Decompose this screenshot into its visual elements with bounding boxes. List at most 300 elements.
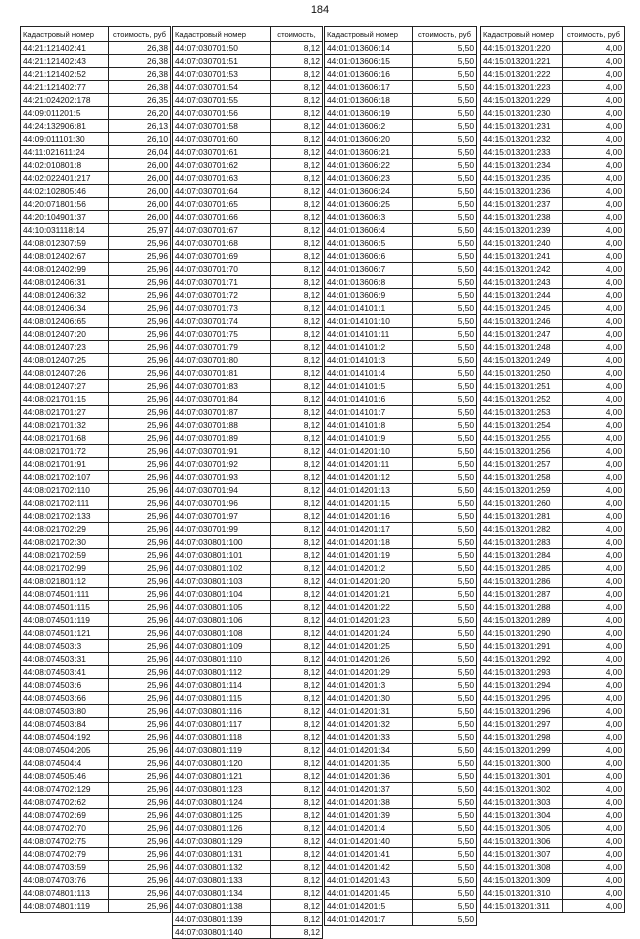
table-row bbox=[325, 692, 477, 705]
table-row bbox=[21, 510, 171, 523]
cadastral-number-cell: 44:01:014201:13 bbox=[325, 484, 413, 497]
cadastral-number-cell: 44:01:014201:7 bbox=[325, 913, 413, 926]
cost-cell: 4,00 bbox=[563, 302, 625, 315]
cadastral-number-cell: 44:07:030701:79 bbox=[173, 341, 271, 354]
cadastral-number-cell: 44:01:013606:7 bbox=[325, 263, 413, 276]
cadastral-number-cell: 44:01:014201:12 bbox=[325, 471, 413, 484]
table-row bbox=[21, 705, 171, 718]
table-row bbox=[21, 692, 171, 705]
cadastral-number-cell: 44:01:014201:33 bbox=[325, 731, 413, 744]
cadastral-number-cell: 44:07:030701:81 bbox=[173, 367, 271, 380]
cadastral-number-cell: 44:08:021701:27 bbox=[21, 406, 109, 419]
cadastral-number-cell: 44:07:030801:138 bbox=[173, 900, 271, 913]
table-row bbox=[21, 146, 171, 159]
cost-cell: 5,50 bbox=[413, 874, 477, 887]
table-row bbox=[173, 562, 323, 575]
table-row bbox=[21, 185, 171, 198]
table-row bbox=[21, 679, 171, 692]
cadastral-number-cell: 44:08:074501:121 bbox=[21, 627, 109, 640]
cadastral-number-cell: 44:08:012407:26 bbox=[21, 367, 109, 380]
cost-cell: 25,96 bbox=[109, 289, 171, 302]
table-row bbox=[481, 653, 625, 666]
table-row bbox=[325, 679, 477, 692]
table-row bbox=[325, 640, 477, 653]
cadastral-number-cell: 44:15:013201:289 bbox=[481, 614, 563, 627]
table-row bbox=[173, 55, 323, 68]
table-row bbox=[173, 120, 323, 133]
cost-cell: 4,00 bbox=[563, 783, 625, 796]
cadastral-tables bbox=[20, 26, 624, 937]
cost-cell: 5,50 bbox=[413, 302, 477, 315]
table-row bbox=[21, 601, 171, 614]
cost-cell: 4,00 bbox=[563, 146, 625, 159]
cost-cell: 5,50 bbox=[413, 250, 477, 263]
cadastral-number-cell: 44:01:014201:18 bbox=[325, 536, 413, 549]
cost-cell: 5,50 bbox=[413, 627, 477, 640]
header-cadastral-number: Кадастровый номер bbox=[21, 27, 109, 42]
table-row bbox=[481, 458, 625, 471]
table-row bbox=[325, 744, 477, 757]
cost-cell: 25,96 bbox=[109, 406, 171, 419]
cost-cell: 8,12 bbox=[271, 874, 323, 887]
cost-cell: 8,12 bbox=[271, 289, 323, 302]
cadastral-number-cell: 44:01:013606:2 bbox=[325, 120, 413, 133]
table-row bbox=[481, 640, 625, 653]
cadastral-number-cell: 44:15:013201:252 bbox=[481, 393, 563, 406]
cost-cell: 25,97 bbox=[109, 224, 171, 237]
table-row bbox=[21, 380, 171, 393]
cadastral-number-cell: 44:15:013201:233 bbox=[481, 146, 563, 159]
table-row bbox=[21, 848, 171, 861]
cost-cell: 4,00 bbox=[563, 198, 625, 211]
cadastral-number-cell: 44:07:030701:61 bbox=[173, 146, 271, 159]
cost-cell: 5,50 bbox=[413, 536, 477, 549]
table-row bbox=[21, 120, 171, 133]
table-row bbox=[481, 562, 625, 575]
table-row bbox=[481, 523, 625, 536]
cadastral-number-cell: 44:07:030801:119 bbox=[173, 744, 271, 757]
table-row bbox=[21, 211, 171, 224]
table-row bbox=[21, 68, 171, 81]
cost-cell: 8,12 bbox=[271, 627, 323, 640]
cadastral-number-cell: 44:15:013201:298 bbox=[481, 731, 563, 744]
table-row bbox=[481, 42, 625, 55]
table-row bbox=[325, 731, 477, 744]
table-row bbox=[325, 536, 477, 549]
table-row bbox=[173, 406, 323, 419]
cadastral-number-cell: 44:08:012307:59 bbox=[21, 237, 109, 250]
cadastral-number-cell: 44:15:013201:303 bbox=[481, 796, 563, 809]
cost-cell: 25,96 bbox=[109, 237, 171, 250]
cadastral-number-cell: 44:15:013201:294 bbox=[481, 679, 563, 692]
cost-cell: 25,96 bbox=[109, 653, 171, 666]
table-row bbox=[481, 81, 625, 94]
cost-cell: 25,96 bbox=[109, 679, 171, 692]
cost-cell: 5,50 bbox=[413, 900, 477, 913]
cadastral-number-cell: 44:01:014201:34 bbox=[325, 744, 413, 757]
cadastral-number-cell: 44:07:030701:83 bbox=[173, 380, 271, 393]
table-row bbox=[173, 926, 323, 939]
cadastral-number-cell: 44:08:074504:192 bbox=[21, 731, 109, 744]
cadastral-number-cell: 44:07:030701:58 bbox=[173, 120, 271, 133]
cost-cell: 4,00 bbox=[563, 627, 625, 640]
cadastral-number-cell: 44:07:030701:91 bbox=[173, 445, 271, 458]
table-row bbox=[21, 887, 171, 900]
table-row bbox=[21, 224, 171, 237]
cadastral-number-cell: 44:15:013201:282 bbox=[481, 523, 563, 536]
table-row bbox=[481, 679, 625, 692]
cost-cell: 5,50 bbox=[413, 432, 477, 445]
table-row bbox=[325, 276, 477, 289]
table-row bbox=[173, 640, 323, 653]
table-row bbox=[481, 861, 625, 874]
cost-cell: 25,96 bbox=[109, 705, 171, 718]
table-row bbox=[173, 731, 323, 744]
cost-cell: 5,50 bbox=[413, 341, 477, 354]
table-row bbox=[21, 809, 171, 822]
table-row bbox=[481, 783, 625, 796]
table-row bbox=[173, 796, 323, 809]
cadastral-number-cell: 44:07:030701:65 bbox=[173, 198, 271, 211]
cost-cell: 8,12 bbox=[271, 276, 323, 289]
table-row bbox=[325, 770, 477, 783]
cost-cell: 8,12 bbox=[271, 913, 323, 926]
cost-cell: 5,50 bbox=[413, 315, 477, 328]
cost-cell: 5,50 bbox=[413, 458, 477, 471]
cadastral-number-cell: 44:15:013201:236 bbox=[481, 185, 563, 198]
cost-cell: 25,96 bbox=[109, 393, 171, 406]
table-row bbox=[173, 705, 323, 718]
table-row bbox=[21, 627, 171, 640]
cadastral-number-cell: 44:07:030701:63 bbox=[173, 172, 271, 185]
cost-cell: 5,50 bbox=[413, 211, 477, 224]
table-row bbox=[325, 796, 477, 809]
cost-cell: 25,96 bbox=[109, 809, 171, 822]
table-row bbox=[481, 549, 625, 562]
cadastral-number-cell: 44:15:013201:222 bbox=[481, 68, 563, 81]
cadastral-number-cell: 44:01:013606:3 bbox=[325, 211, 413, 224]
header-cost: стоимость, руб bbox=[109, 27, 171, 42]
cadastral-number-cell: 44:08:074504:4 bbox=[21, 757, 109, 770]
cost-cell: 5,50 bbox=[413, 484, 477, 497]
table-row bbox=[481, 146, 625, 159]
cost-cell: 25,96 bbox=[109, 380, 171, 393]
cost-cell: 4,00 bbox=[563, 588, 625, 601]
cost-cell: 25,96 bbox=[109, 861, 171, 874]
cost-cell: 8,12 bbox=[271, 549, 323, 562]
table-row bbox=[173, 445, 323, 458]
cadastral-number-cell: 44:01:013606:14 bbox=[325, 42, 413, 55]
cost-cell: 4,00 bbox=[563, 744, 625, 757]
table-row bbox=[325, 510, 477, 523]
cadastral-number-cell: 44:20:104901:37 bbox=[21, 211, 109, 224]
cost-cell: 8,12 bbox=[271, 510, 323, 523]
cost-cell: 5,50 bbox=[413, 55, 477, 68]
cadastral-number-cell: 44:08:021702:30 bbox=[21, 536, 109, 549]
table-row bbox=[21, 250, 171, 263]
cadastral-number-cell: 44:15:013201:310 bbox=[481, 887, 563, 900]
cadastral-number-cell: 44:15:013201:251 bbox=[481, 380, 563, 393]
cadastral-number-cell: 44:15:013201:299 bbox=[481, 744, 563, 757]
cost-cell: 25,96 bbox=[109, 354, 171, 367]
table-row bbox=[481, 263, 625, 276]
table-row bbox=[21, 159, 171, 172]
cadastral-number-cell: 44:08:074801:113 bbox=[21, 887, 109, 900]
table-row bbox=[481, 211, 625, 224]
table-row bbox=[325, 913, 477, 926]
cost-cell: 4,00 bbox=[563, 601, 625, 614]
cost-cell: 25,96 bbox=[109, 276, 171, 289]
cost-cell: 4,00 bbox=[563, 393, 625, 406]
table-row bbox=[21, 81, 171, 94]
cost-cell: 8,12 bbox=[271, 354, 323, 367]
cost-cell: 8,12 bbox=[271, 328, 323, 341]
cost-cell: 8,12 bbox=[271, 458, 323, 471]
cadastral-number-cell: 44:07:030701:84 bbox=[173, 393, 271, 406]
cadastral-number-cell: 44:15:013201:292 bbox=[481, 653, 563, 666]
cost-cell: 8,12 bbox=[271, 107, 323, 120]
cost-cell: 8,12 bbox=[271, 81, 323, 94]
cadastral-number-cell: 44:15:013201:223 bbox=[481, 81, 563, 94]
cost-cell: 5,50 bbox=[413, 562, 477, 575]
table-row bbox=[481, 731, 625, 744]
cost-cell: 5,50 bbox=[413, 393, 477, 406]
table-row bbox=[325, 302, 477, 315]
table-row bbox=[481, 198, 625, 211]
cost-cell: 4,00 bbox=[563, 536, 625, 549]
cadastral-number-cell: 44:15:013201:232 bbox=[481, 133, 563, 146]
cadastral-number-cell: 44:07:030801:116 bbox=[173, 705, 271, 718]
table-row bbox=[325, 432, 477, 445]
table-row bbox=[325, 185, 477, 198]
cadastral-number-cell: 44:01:014201:3 bbox=[325, 679, 413, 692]
table-row bbox=[325, 861, 477, 874]
table-row bbox=[173, 900, 323, 913]
cadastral-number-cell: 44:07:030801:101 bbox=[173, 549, 271, 562]
cost-cell: 8,12 bbox=[271, 432, 323, 445]
cost-cell: 4,00 bbox=[563, 354, 625, 367]
cost-cell: 8,12 bbox=[271, 692, 323, 705]
table-row bbox=[21, 588, 171, 601]
table-row bbox=[325, 575, 477, 588]
cadastral-number-cell: 44:15:013201:259 bbox=[481, 484, 563, 497]
cadastral-number-cell: 44:15:013201:260 bbox=[481, 497, 563, 510]
cost-cell: 5,50 bbox=[413, 146, 477, 159]
table-row bbox=[481, 471, 625, 484]
table-row bbox=[21, 445, 171, 458]
table-row bbox=[173, 692, 323, 705]
table-row bbox=[481, 848, 625, 861]
table-row bbox=[481, 536, 625, 549]
cost-cell: 4,00 bbox=[563, 757, 625, 770]
cadastral-number-cell: 44:01:014201:10 bbox=[325, 445, 413, 458]
cadastral-number-cell: 44:01:013606:4 bbox=[325, 224, 413, 237]
cost-cell: 4,00 bbox=[563, 159, 625, 172]
cost-cell: 5,50 bbox=[413, 783, 477, 796]
cadastral-number-cell: 44:01:014101:8 bbox=[325, 419, 413, 432]
cadastral-number-cell: 44:15:013201:281 bbox=[481, 510, 563, 523]
cadastral-number-cell: 44:01:014101:4 bbox=[325, 367, 413, 380]
cost-cell: 8,12 bbox=[271, 523, 323, 536]
table-row bbox=[325, 549, 477, 562]
table-row bbox=[481, 406, 625, 419]
cadastral-number-cell: 44:08:074702:75 bbox=[21, 835, 109, 848]
cadastral-number-cell: 44:07:030801:114 bbox=[173, 679, 271, 692]
table-row bbox=[21, 770, 171, 783]
table-row bbox=[481, 107, 625, 120]
cadastral-number-cell: 44:08:021702:29 bbox=[21, 523, 109, 536]
cadastral-number-cell: 44:07:030701:50 bbox=[173, 42, 271, 55]
cadastral-number-cell: 44:07:030801:118 bbox=[173, 731, 271, 744]
cadastral-number-cell: 44:01:013606:5 bbox=[325, 237, 413, 250]
cadastral-number-cell: 44:15:013201:243 bbox=[481, 276, 563, 289]
cadastral-number-cell: 44:08:012406:31 bbox=[21, 276, 109, 289]
cadastral-number-cell: 44:24:132906:81 bbox=[21, 120, 109, 133]
table-row bbox=[325, 133, 477, 146]
cadastral-number-cell: 44:01:014101:6 bbox=[325, 393, 413, 406]
table-row bbox=[173, 198, 323, 211]
cost-cell: 4,00 bbox=[563, 575, 625, 588]
table-row bbox=[325, 835, 477, 848]
cost-cell: 5,50 bbox=[413, 523, 477, 536]
cost-cell: 8,12 bbox=[271, 601, 323, 614]
cost-cell: 25,96 bbox=[109, 575, 171, 588]
cadastral-number-cell: 44:01:013606:20 bbox=[325, 133, 413, 146]
table-row bbox=[325, 159, 477, 172]
table-row bbox=[173, 510, 323, 523]
cost-cell: 8,12 bbox=[271, 705, 323, 718]
table-row bbox=[21, 393, 171, 406]
table-row bbox=[173, 523, 323, 536]
table-row bbox=[481, 289, 625, 302]
table-row bbox=[325, 250, 477, 263]
header-cadastral-number: Кадастровый номер bbox=[325, 27, 413, 42]
cadastral-number-cell: 44:07:030701:66 bbox=[173, 211, 271, 224]
table-row bbox=[21, 172, 171, 185]
cost-cell: 26,38 bbox=[109, 42, 171, 55]
table-row bbox=[325, 198, 477, 211]
cost-cell: 4,00 bbox=[563, 237, 625, 250]
table-row bbox=[21, 562, 171, 575]
cadastral-number-cell: 44:07:030701:64 bbox=[173, 185, 271, 198]
cost-cell: 25,96 bbox=[109, 484, 171, 497]
table-row bbox=[325, 68, 477, 81]
cadastral-number-cell: 44:15:013201:241 bbox=[481, 250, 563, 263]
cost-cell: 26,04 bbox=[109, 146, 171, 159]
cost-cell: 8,12 bbox=[271, 42, 323, 55]
table-row bbox=[173, 250, 323, 263]
cadastral-number-cell: 44:01:013606:21 bbox=[325, 146, 413, 159]
cost-cell: 8,12 bbox=[271, 471, 323, 484]
cadastral-number-cell: 44:01:014201:16 bbox=[325, 510, 413, 523]
cadastral-number-cell: 44:07:030801:103 bbox=[173, 575, 271, 588]
cost-cell: 4,00 bbox=[563, 94, 625, 107]
cost-cell: 26,00 bbox=[109, 172, 171, 185]
cost-cell: 25,96 bbox=[109, 367, 171, 380]
table-row bbox=[173, 289, 323, 302]
table-row bbox=[21, 614, 171, 627]
table-row bbox=[173, 627, 323, 640]
cadastral-number-cell: 44:08:012402:99 bbox=[21, 263, 109, 276]
cost-cell: 4,00 bbox=[563, 419, 625, 432]
table-row bbox=[21, 458, 171, 471]
table-row bbox=[325, 900, 477, 913]
cadastral-number-cell: 44:15:013201:304 bbox=[481, 809, 563, 822]
cadastral-number-cell: 44:08:074504:205 bbox=[21, 744, 109, 757]
cost-cell: 25,96 bbox=[109, 523, 171, 536]
cost-cell: 8,12 bbox=[271, 770, 323, 783]
cost-cell: 4,00 bbox=[563, 172, 625, 185]
cost-cell: 4,00 bbox=[563, 640, 625, 653]
cost-cell: 8,12 bbox=[271, 380, 323, 393]
table-row bbox=[325, 705, 477, 718]
cost-cell: 5,50 bbox=[413, 692, 477, 705]
table-row bbox=[481, 185, 625, 198]
cadastral-number-cell: 44:07:030701:93 bbox=[173, 471, 271, 484]
cost-cell: 8,12 bbox=[271, 679, 323, 692]
cost-cell: 25,96 bbox=[109, 718, 171, 731]
cost-cell: 8,12 bbox=[271, 419, 323, 432]
cost-cell: 4,00 bbox=[563, 367, 625, 380]
cadastral-number-cell: 44:15:013201:300 bbox=[481, 757, 563, 770]
cost-cell: 8,12 bbox=[271, 887, 323, 900]
table-row bbox=[21, 757, 171, 770]
cadastral-number-cell: 44:07:030801:110 bbox=[173, 653, 271, 666]
cost-cell: 4,00 bbox=[563, 484, 625, 497]
cadastral-number-cell: 44:15:013201:256 bbox=[481, 445, 563, 458]
table-row bbox=[481, 328, 625, 341]
cadastral-number-cell: 44:01:013606:22 bbox=[325, 159, 413, 172]
cadastral-number-cell: 44:07:030701:67 bbox=[173, 224, 271, 237]
cost-cell: 8,12 bbox=[271, 237, 323, 250]
table-row bbox=[481, 770, 625, 783]
cost-cell: 25,96 bbox=[109, 588, 171, 601]
cadastral-number-cell: 44:15:013201:253 bbox=[481, 406, 563, 419]
table-row bbox=[21, 718, 171, 731]
cadastral-number-cell: 44:02:022401:217 bbox=[21, 172, 109, 185]
cost-cell: 4,00 bbox=[563, 822, 625, 835]
cost-cell: 5,50 bbox=[413, 640, 477, 653]
cadastral-number-cell: 44:01:013606:6 bbox=[325, 250, 413, 263]
cadastral-number-cell: 44:01:013606:19 bbox=[325, 107, 413, 120]
cost-cell: 4,00 bbox=[563, 432, 625, 445]
table-row bbox=[325, 406, 477, 419]
cadastral-number-cell: 44:01:013606:17 bbox=[325, 81, 413, 94]
table-row bbox=[173, 484, 323, 497]
cadastral-table-4 bbox=[480, 26, 625, 913]
cost-cell: 25,96 bbox=[109, 601, 171, 614]
cost-cell: 8,12 bbox=[271, 211, 323, 224]
cadastral-number-cell: 44:01:013606:9 bbox=[325, 289, 413, 302]
table-row bbox=[325, 718, 477, 731]
table-row bbox=[481, 133, 625, 146]
cadastral-number-cell: 44:07:030801:124 bbox=[173, 796, 271, 809]
table-row bbox=[21, 263, 171, 276]
cadastral-number-cell: 44:15:013201:311 bbox=[481, 900, 563, 913]
table-row bbox=[325, 848, 477, 861]
cost-cell: 5,50 bbox=[413, 809, 477, 822]
cost-cell: 8,12 bbox=[271, 172, 323, 185]
cost-cell: 25,96 bbox=[109, 822, 171, 835]
cost-cell: 25,96 bbox=[109, 744, 171, 757]
cadastral-number-cell: 44:08:074702:62 bbox=[21, 796, 109, 809]
cadastral-number-cell: 44:01:014201:21 bbox=[325, 588, 413, 601]
cost-cell: 8,12 bbox=[271, 718, 323, 731]
cadastral-number-cell: 44:01:014201:4 bbox=[325, 822, 413, 835]
cost-cell: 5,50 bbox=[413, 419, 477, 432]
table-row bbox=[173, 393, 323, 406]
cadastral-number-cell: 44:08:074702:79 bbox=[21, 848, 109, 861]
